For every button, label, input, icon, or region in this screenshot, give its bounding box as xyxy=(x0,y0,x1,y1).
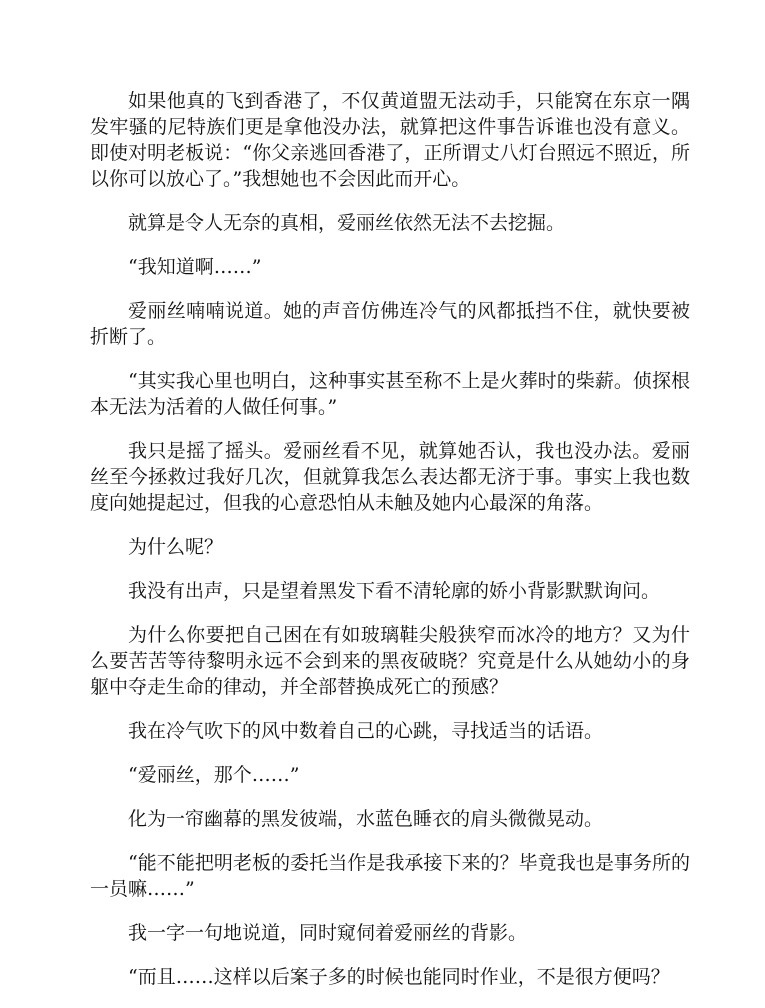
paragraph: 就算是令人无奈的真相，爱丽丝依然无法不去挖掘。 xyxy=(128,212,566,234)
paragraph: “我知道啊……” xyxy=(128,256,262,278)
paragraph: 我只是摇了摇头。爱丽丝看不见，就算她否认，我也没办法。爱丽丝至今拯救过我好几次，但就算我怎么表达都无济于事。事实上我也数度向她提起过，但我的心意恐怕从未触及她内心最深的角落。 xyxy=(90,440,690,514)
paragraph: 我在冷气吹下的风中数着自己的心跳，寻找适当的话语。 xyxy=(128,720,604,742)
page-body xyxy=(90,88,690,1008)
paragraph: “能不能把明老板的委托当作是我承接下来的？毕竟我也是事务所的一员嘛……” xyxy=(90,852,690,900)
paragraph: 爱丽丝喃喃说道。她的声音仿佛连冷气的风都抵挡不住，就快要被折断了。 xyxy=(90,300,690,348)
paragraph: 化为一帘幽幕的黑发彼端，水蓝色睡衣的肩头微微晃动。 xyxy=(128,808,604,830)
paragraph: 我一字一句地说道，同时窥伺着爱丽丝的背影。 xyxy=(128,922,528,944)
paragraph: “其实我心里也明白，这种事实甚至称不上是火葬时的柴薪。侦探根本无法为活着的人做任何事。” xyxy=(90,370,690,418)
paragraph: 如果他真的飞到香港了，不仅黄道盟无法动手，只能窝在东京一隅发牢骚的尼特族们更是拿他没办法，就算把这件事告诉谁也没有意义。即使对明老板说：“你父亲逃回香港了，正所谓丈八灯台照远不照近，所以你可以放心了。”我想她也不会因此而开心。 xyxy=(90,90,690,190)
paragraph: “而且……这样以后案子多的时候也能同时作业，不是很方便吗？ xyxy=(128,966,670,988)
paragraph: 我没有出声，只是望着黑发下看不清轮廓的娇小背影默默询问。 xyxy=(128,580,661,602)
paragraph: 为什么呢？ xyxy=(128,536,224,558)
paragraph: “爱丽丝，那个……” xyxy=(128,764,300,786)
paragraph: 为什么你要把自己困在有如玻璃鞋尖般狭窄而冰冷的地方？又为什么要苦苦等待黎明永远不会到来的黑夜破晓？究竟是什么从她幼小的身躯中夺走生命的律动，并全部替换成死亡的预感？ xyxy=(90,624,690,698)
